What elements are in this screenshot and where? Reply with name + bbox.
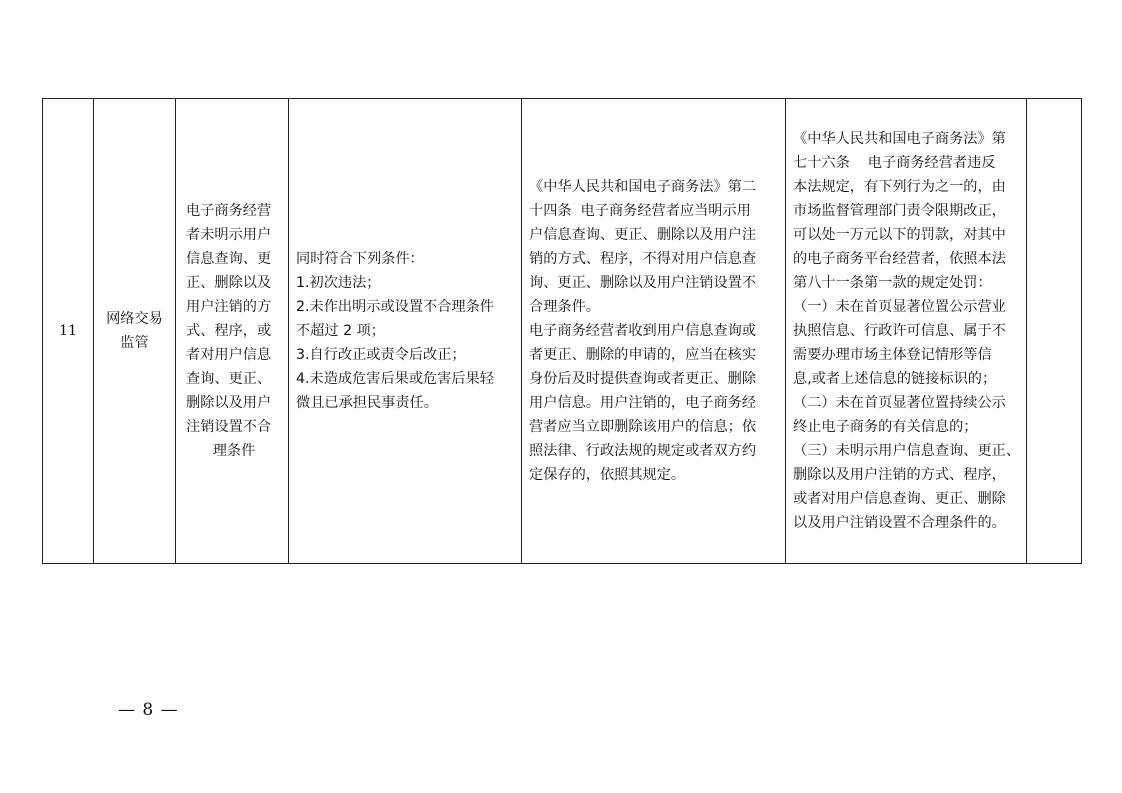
basis-line: 身份后及时提供查询或者更正、删除: [529, 371, 757, 387]
criteria-line: 3.自行改正或责令后改正；: [296, 347, 466, 363]
condition-line: 正、删除以及: [186, 275, 272, 291]
penalty-line: 以及用户注销设置不合理条件的。: [793, 515, 1006, 531]
row-number-cell: [43, 99, 94, 564]
penalty-line: 七十六条 电子商务经营者违反: [793, 155, 996, 171]
basis-line: 合理条件。: [529, 299, 600, 315]
basis-line: 十四条 电子商务经营者应当明示用: [529, 203, 751, 219]
penalty-line: 可以处一万元以下的罚款，对其中: [793, 227, 1006, 243]
condition-line: 式、程序，或: [186, 323, 272, 339]
basis-line: 销的方式、程序，不得对用户信息查: [529, 251, 757, 267]
criteria-line: 2.未作出明示或设置不合理条件: [296, 299, 494, 315]
legal-basis-cell: [522, 99, 786, 564]
penalty-line: 执照信息、行政许可信息、属于不: [793, 323, 1006, 339]
penalty-table-wrapper: [42, 98, 1082, 564]
penalty-basis-cell: [786, 99, 1027, 564]
condition-line: 理条件: [212, 443, 256, 459]
row-number: 11: [58, 323, 78, 339]
violation-condition-cell: [176, 99, 289, 564]
basis-line: 者更正、删除的申请的，应当在核实: [529, 347, 757, 363]
remarks-cell: [1027, 99, 1082, 564]
condition-line: 电子商务经营: [186, 203, 272, 219]
condition-line: 查询、更正、: [186, 371, 272, 387]
basis-line: 照法律、行政法规的规定或者双方约: [529, 443, 757, 459]
condition-line: 者对用户信息: [186, 347, 272, 363]
exemption-criteria-cell: [289, 99, 522, 564]
penalty-line: 终止电子商务的有关信息的；: [793, 419, 978, 435]
penalty-line: 本法规定，有下列行为之一的，由: [793, 179, 1006, 195]
page-number: — 8 —: [118, 700, 179, 720]
basis-line: 定保存的，依照其规定。: [529, 467, 686, 483]
category-text: 网络交易监管: [106, 311, 163, 351]
criteria-line: 同时符合下列条件：: [296, 251, 424, 267]
penalty-line: （三）未明示用户信息查询、更正、: [793, 443, 1021, 459]
penalty-line: （二）未在首页显著位置持续公示: [793, 395, 1006, 411]
criteria-line: 不超过 2 项；: [296, 323, 385, 339]
criteria-line: 4.未造成危害后果或危害后果轻: [296, 371, 494, 387]
basis-line: 《中华人民共和国电子商务法》第二: [529, 179, 757, 195]
penalty-line: （一）未在首页显著位置公示营业: [793, 299, 1006, 315]
penalty-line: 的电子商务平台经营者，依照本法: [793, 251, 1006, 267]
basis-line: 电子商务经营者收到用户信息查询或: [529, 323, 757, 339]
basis-line: 营者应当立即删除该用户的信息；依: [529, 419, 757, 435]
basis-line: 户信息查询、更正、删除以及用户注: [529, 227, 757, 243]
penalty-line: 或者对用户信息查询、更正、删除: [793, 491, 1006, 507]
basis-line: 用户信息。用户注销的，电子商务经: [529, 395, 757, 411]
penalty-line: 《中华人民共和国电子商务法》第: [793, 131, 1006, 147]
condition-line: 用户注销的方: [186, 299, 272, 315]
penalty-line: 息,或者上述信息的链接标识的；: [793, 371, 997, 387]
condition-line: 删除以及用户: [186, 395, 272, 411]
condition-line: 者未明示用户: [186, 227, 272, 243]
condition-line: 信息查询、更: [186, 251, 272, 267]
condition-line: 注销设置不合: [186, 419, 272, 435]
category-cell: [94, 99, 176, 564]
penalty-line: 市场监督管理部门责令限期改正，: [793, 203, 1006, 219]
penalty-table: [42, 98, 1082, 564]
criteria-line: 1.初次违法；: [296, 275, 381, 291]
criteria-line: 微且已承担民事责任。: [296, 395, 438, 411]
table-row: [43, 99, 1082, 564]
basis-line: 询、更正、删除以及用户注销设置不: [529, 275, 757, 291]
penalty-line: 删除以及用户注销的方式、程序，: [793, 467, 1006, 483]
penalty-line: 第八十一条第一款的规定处罚：: [793, 275, 992, 291]
penalty-line: 需要办理市场主体登记情形等信: [793, 347, 992, 363]
